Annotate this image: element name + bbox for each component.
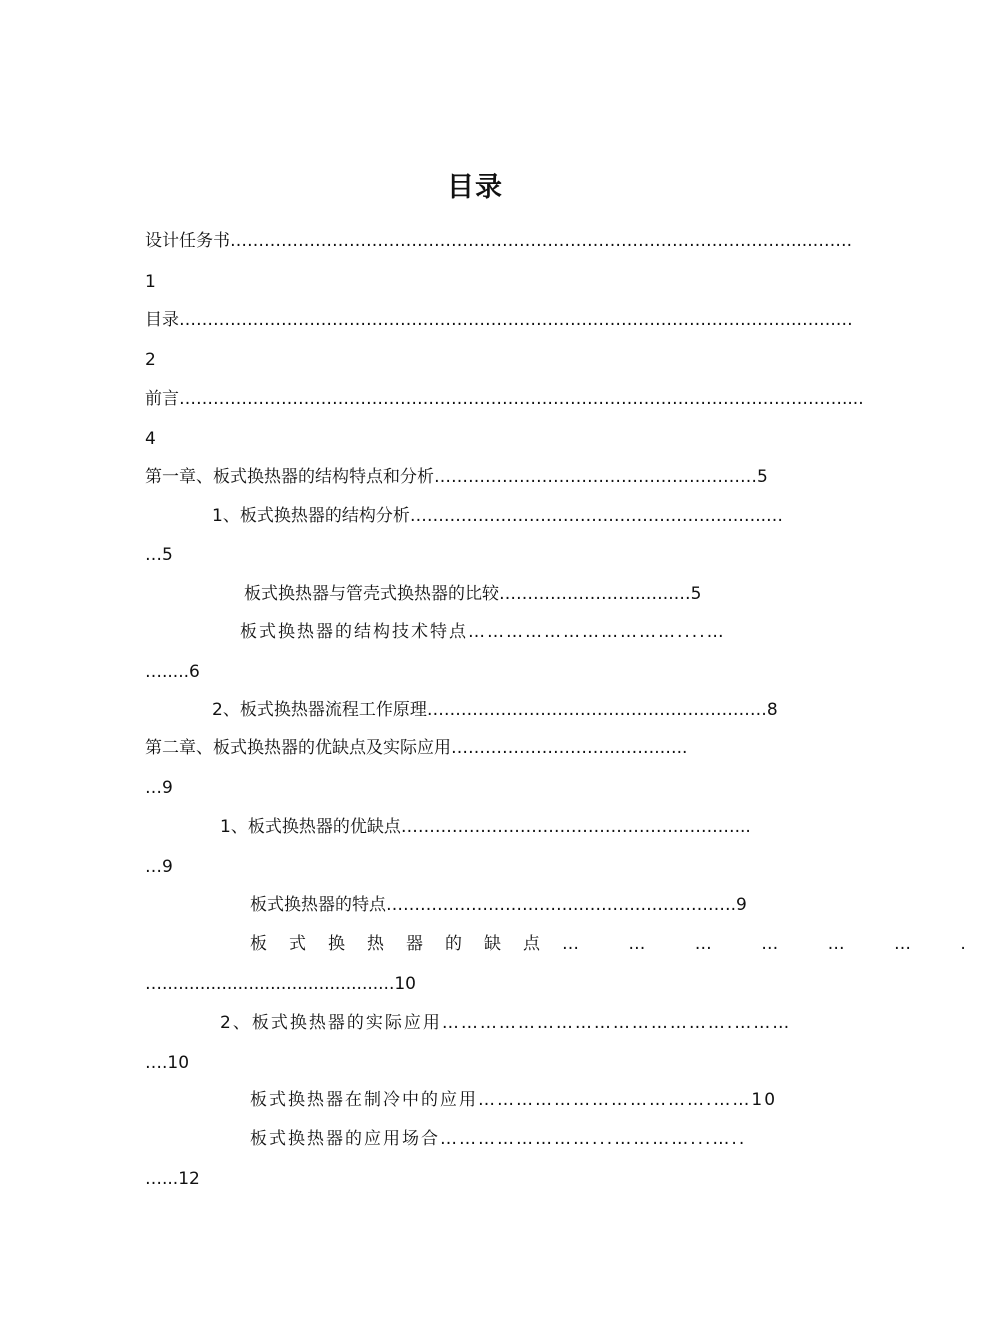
toc-page-continuation: …...12 [145,1169,200,1189]
toc-page-continuation: …5 [145,545,173,565]
toc-page-continuation: …9 [145,778,173,798]
toc-entry-chapter-2: 第二章、板式换热器的优缺点及实际应用………………………...…….….. [145,738,688,758]
toc-entry-design-task: 设计任务书………………………………………………………………………………………....……. [145,231,853,251]
toc-entry-structure-features: 板式换热器的结构技术特点……………………………....… [240,622,726,642]
toc-page-continuation: …...........................................10 [145,974,416,994]
toc-entry-applications: 板式换热器的应用场合……………………...…………...….. [250,1129,747,1149]
toc-entry-characteristics: 板式换热器的特点…………………………….……….….….……….9 [250,895,747,915]
toc-entry-disadvantages: 板式换热器的缺点… … … … … … . [250,934,988,954]
toc-entry-1-1: 1、板式换热器的结构分析………………………………………………….…..… [212,506,784,526]
toc-entry-2-1: 1、板式换热器的优缺点………………………………………….…….…... [220,817,751,837]
toc-page-continuation: ….10 [145,1053,190,1073]
toc-entry-chapter-1: 第一章、板式换热器的结构特点和分析…………………………………………………5 [145,467,768,487]
page-title: 目录 [447,172,503,203]
toc-entry-contents: 目录……………………………………………………………………………………………….…….… [145,310,853,330]
toc-entry-comparison: 板式换热器与管壳式换热器的比较……………………..…..…5 [244,584,702,604]
toc-entry-1-2: 2、板式换热器流程工作原理……………………………………………………8 [212,700,778,720]
toc-page-number: 1 [145,272,156,292]
toc-page-continuation: …9 [145,857,173,877]
toc-page-number: 4 [145,429,156,449]
toc-page-continuation: ….....6 [145,662,200,682]
toc-entry-preface: 前言……………………………………………………………………………………………………….... [145,389,864,409]
toc-entry-refrigeration: 板式换热器在制冷中的应用……………………………….……10 [250,1090,778,1110]
toc-page-number: 2 [145,350,156,370]
toc-entry-2-2: 2、板式换热器的实际应用……………………………………….……… [220,1013,792,1033]
